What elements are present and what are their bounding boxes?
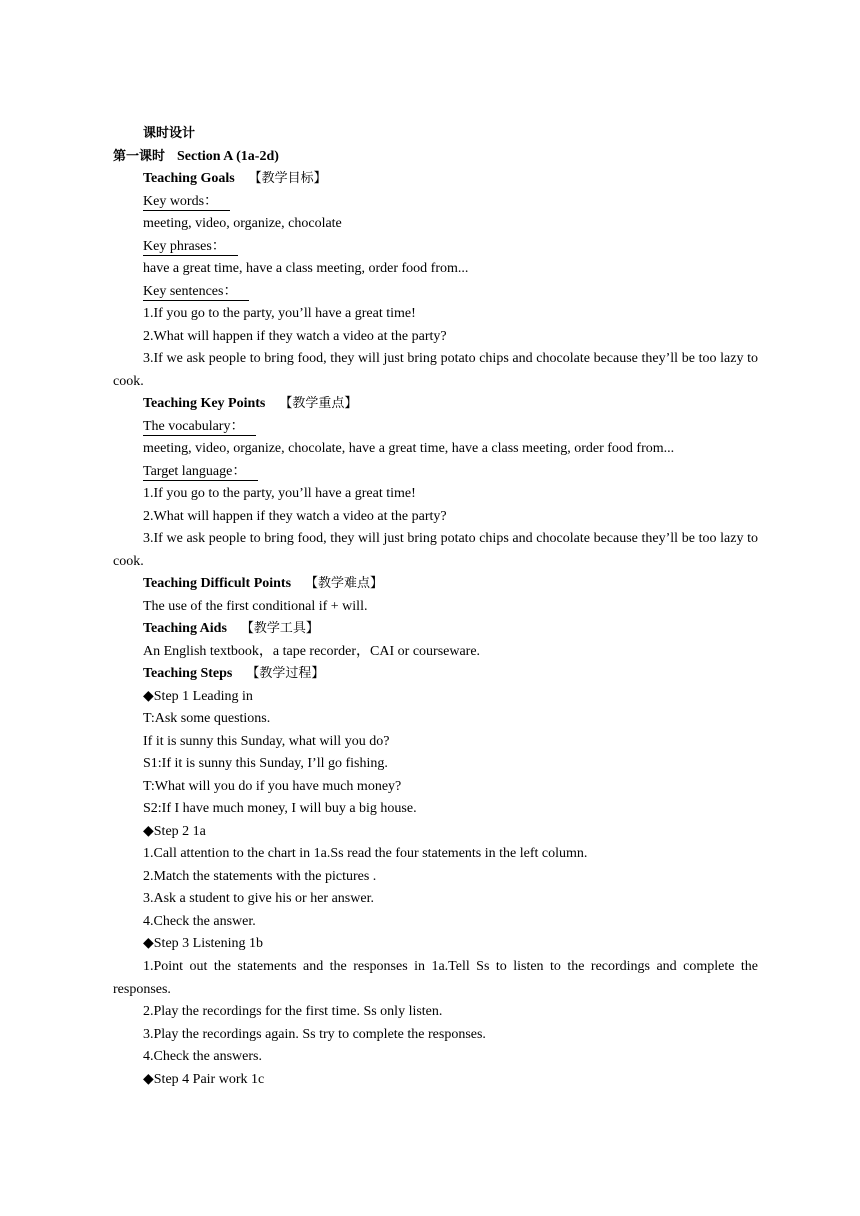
heading-text: Teaching Aids [143,621,227,636]
step-3-line: 1.Point out the statements and the responses in 1a.Tell Ss to listen to the recordings and complete the responses. [113,959,758,997]
heading-cn: 【教学目标】 [248,171,327,186]
target-sentence-1: 1.If you go to the party, you’ll have a great time! [143,486,416,501]
teaching-steps-heading [143,663,758,686]
key-points-heading [143,393,758,416]
key-sentences-label-line [143,281,758,304]
heading-text: Teaching Difficult Points [143,576,292,591]
heading-cn: 【教学重点】 [279,396,358,411]
step-2-line: 2.Match the statements with the pictures . [143,869,377,884]
key-words: meeting, video, organize, chocolate [143,216,342,231]
goal-sentence-3: 3.If we ask people to bring food, they will just bring potato chips and chocolate because they’ll be too lazy to cook. [113,351,758,389]
difficult-points-heading [143,573,758,596]
step-3-title: ◆Step 3 Listening 1b [143,936,264,951]
target-label-line [143,461,758,484]
step-3-line: 3.Play the recordings again. Ss try to complete the responses. [143,1027,486,1042]
step-2-line: 4.Check the answer. [143,914,256,929]
goal-sentence-2: 2.What will happen if they watch a video at the party? [143,329,447,344]
difficult-points-text: The use of the first conditional if + will. [143,599,368,614]
step-1-line: T:Ask some questions. [143,711,271,726]
section-label: Section A (1a-2d) [177,149,279,164]
lesson-label: 第一课时 [113,149,166,164]
teaching-aids-text: An English textbook，a tape recorder，CAI or courseware. [143,644,481,659]
step-1-line: S1:If it is sunny this Sunday, I’ll go fishing. [143,756,388,771]
key-sentences-label: Key sentences： [143,283,249,301]
step-1-title: ◆Step 1 Leading in [143,689,253,704]
target-sentence-3: 3.If we ask people to bring food, they will just bring potato chips and chocolate because they’ll be too lazy to cook. [113,531,758,569]
vocabulary-label: The vocabulary： [143,418,256,436]
heading-cn: 【教学过程】 [246,666,325,681]
heading-text: Teaching Steps [143,666,233,681]
key-phrases-label: Key phrases： [143,238,238,256]
target-sentence-2: 2.What will happen if they watch a video at the party? [143,509,447,524]
step-2-title: ◆Step 2 1a [143,824,206,839]
vocabulary-label-line [143,416,758,439]
step-2-line: 3.Ask a student to give his or her answer. [143,891,374,906]
lesson-heading [113,146,758,169]
teaching-aids-heading [143,618,758,641]
heading-cn: 【教学难点】 [305,576,384,591]
target-language-label: Target language： [143,463,258,481]
step-1-line: If it is sunny this Sunday, what will you do? [143,734,390,749]
vocabulary: meeting, video, organize, chocolate, have a great time, have a class meeting, order food from... [143,441,675,456]
teaching-goals-heading [143,168,758,191]
goal-sentence-1: 1.If you go to the party, you’ll have a great time! [143,306,416,321]
key-phrases-label-line [143,236,758,259]
step-3-line: 2.Play the recordings for the first time. Ss only listen. [143,1004,443,1019]
step-3-line: 4.Check the answers. [143,1049,262,1064]
step-1-line: T:What will you do if you have much money? [143,779,402,794]
step-1-line: S2:If I have much money, I will buy a big house. [143,801,417,816]
key-words-label-line [143,191,758,214]
heading-text: Teaching Key Points [143,396,266,411]
key-words-label: Key words： [143,193,230,211]
key-phrases: have a great time, have a class meeting, order food from... [143,261,469,276]
heading-text: Teaching Goals [143,171,235,186]
step-4-title: ◆Step 4 Pair work 1c [143,1072,265,1087]
heading-cn: 【教学工具】 [240,621,319,636]
step-2-line: 1.Call attention to the chart in 1a.Ss read the four statements in the left column. [143,846,588,861]
design-title: 课时设计 [143,126,196,141]
